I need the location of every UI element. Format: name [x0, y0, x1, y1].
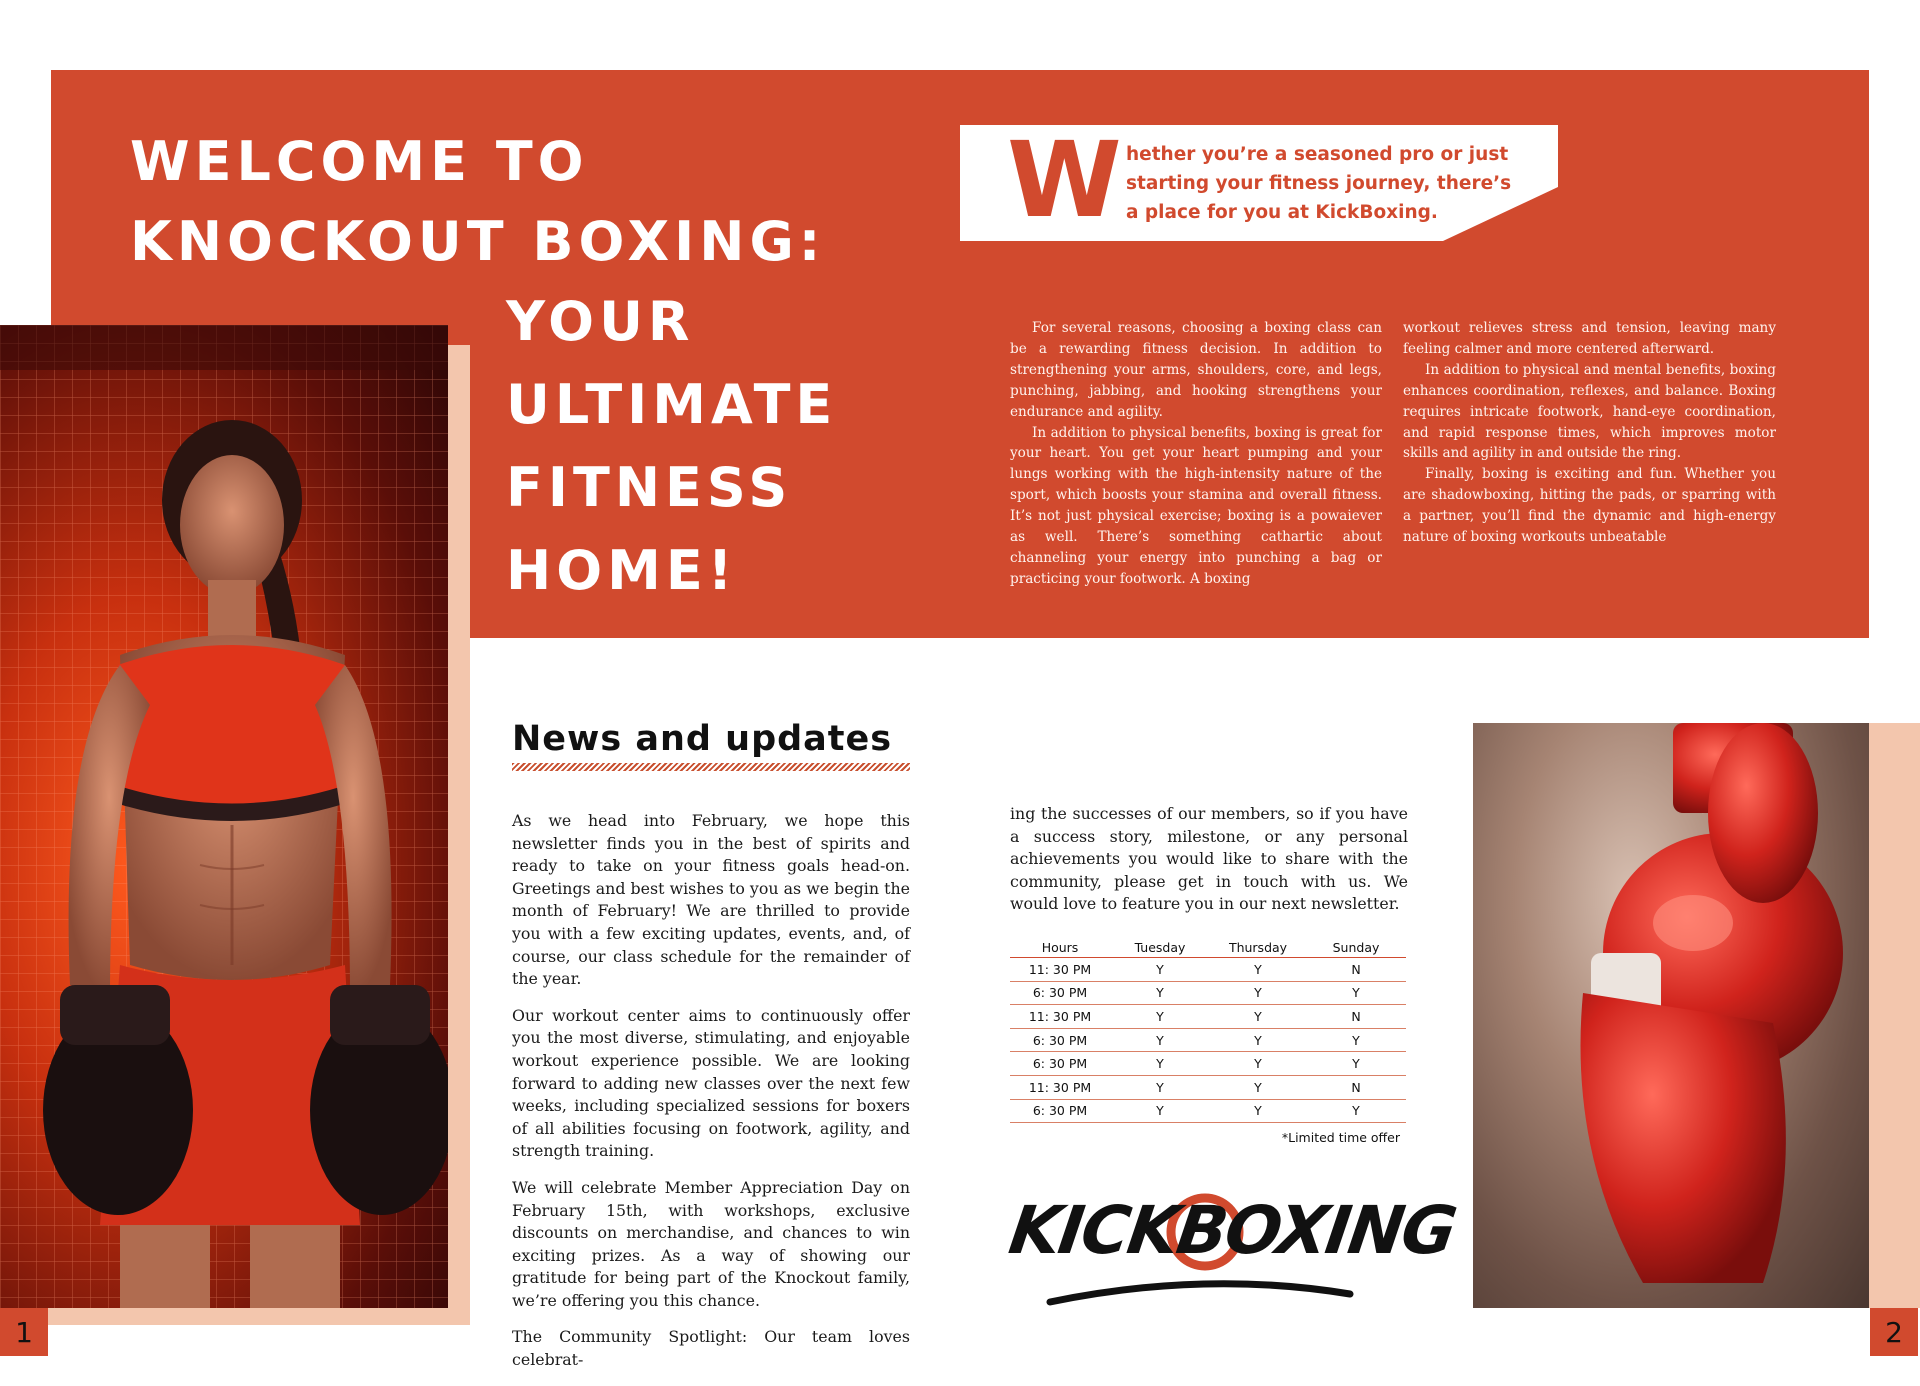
headline-line-3: YOUR — [506, 290, 695, 353]
pull-quote-text — [1126, 140, 1546, 227]
table-cell: Y — [1110, 1075, 1210, 1099]
pull-quote-line: a place for you at KickBoxing. — [1126, 202, 1438, 223]
intro-paragraph: In addition to physical benefits, boxing is great for your heart. You get your heart pumping and your lungs working with the high-intensity nature of the sport, which boosts your stamina and overall fitness. It’s not just physical exercise; boxing is a powaiever as well. There’s something cathartic about channeling your energy into punching a bag or practicing your footwork. A boxing — [1010, 424, 1382, 587]
table-row — [1010, 981, 1406, 1005]
table-cell: 11: 30 PM — [1010, 958, 1110, 982]
column-header-sunday: Sunday — [1306, 937, 1406, 958]
page-number-right: 2 — [1870, 1308, 1918, 1356]
table-cell: Y — [1210, 1052, 1306, 1076]
column-header-hours: Hours — [1010, 937, 1110, 958]
table-row — [1010, 1099, 1406, 1123]
table-cell: Y — [1210, 1075, 1306, 1099]
news-paragraph: We will celebrate Member Appreciation Day on February 15th, with workshops, exclusive discounts on merchandise, and chances to win exciting prizes. As a way of showing our gratitude for being part of the Knockout family, we’re offering you this chance. — [512, 1177, 910, 1310]
headline-line-1: WELCOME TO — [130, 130, 589, 193]
page-number-left: 1 — [0, 1308, 48, 1356]
news-column-2 — [1010, 803, 1408, 930]
news-title: News and updates — [512, 719, 893, 759]
table-row — [1010, 1028, 1406, 1052]
pull-quote-line: hether you’re a seasoned pro or just — [1126, 144, 1509, 165]
intro-column-2 — [1403, 318, 1776, 548]
table-cell: Y — [1110, 1005, 1210, 1029]
table-row — [1010, 1005, 1406, 1029]
table-cell: Y — [1110, 1099, 1210, 1123]
table-cell: Y — [1210, 1005, 1306, 1029]
right-photo-accent — [1868, 723, 1920, 1308]
headline-line-2: KNOCKOUT BOXING: — [130, 210, 826, 273]
table-row — [1010, 958, 1406, 982]
intro-paragraph: In addition to physical and mental benefits, boxing enhances coordination, reflexes, and balance. Boxing requires intricate footwork, hand-eye coordination, and rapid response times, which improves motor skills and agility in and outside the ring. — [1403, 361, 1776, 462]
news-paragraph: The Community Spotlight: Our team loves celebrat- — [512, 1327, 910, 1370]
table-row — [1010, 1075, 1406, 1099]
boxer-woman-photo — [0, 325, 448, 1308]
limited-offer-note: *Limited time offer — [1281, 1130, 1400, 1145]
headline-line-6: HOME! — [506, 539, 738, 602]
news-paragraph: Our workout center aims to continuously offer you the most diverse, stimulating, and enjoyable workout experience possible. We are looking forward to adding new classes over the next few weeks, including specialized sessions for boxers of all abilities focusing on footwork, agility, and strength training. — [512, 1005, 910, 1161]
intro-column-1 — [1010, 318, 1382, 590]
table-cell: Y — [1110, 1052, 1210, 1076]
table-cell: 6: 30 PM — [1010, 981, 1110, 1005]
table-cell: 6: 30 PM — [1010, 1099, 1110, 1123]
table-cell: N — [1306, 1075, 1406, 1099]
table-cell: 11: 30 PM — [1010, 1005, 1110, 1029]
table-header-row — [1010, 937, 1406, 958]
table-row — [1010, 1052, 1406, 1076]
table-cell: N — [1306, 1005, 1406, 1029]
table-cell: Y — [1110, 981, 1210, 1005]
table-cell: Y — [1210, 1028, 1306, 1052]
column-header-tuesday: Tuesday — [1110, 937, 1210, 958]
table-cell: 6: 30 PM — [1010, 1028, 1110, 1052]
boxing-gloves-photo — [1473, 723, 1869, 1308]
table-cell: 6: 30 PM — [1010, 1052, 1110, 1076]
table-cell: Y — [1306, 1052, 1406, 1076]
table-cell: Y — [1210, 958, 1306, 982]
table-cell: Y — [1306, 981, 1406, 1005]
headline-line-5: FITNESS — [506, 456, 793, 519]
headline-line-4: ULTIMATE — [506, 373, 838, 436]
table-cell: Y — [1306, 1028, 1406, 1052]
intro-paragraph: For several reasons, choosing a boxing class can be a rewarding fitness decision. In addition to strengthening your arms, shoulders, core, and legs, punching, jabbing, and hooking strengthens your endurance and agility. — [1010, 320, 1382, 420]
class-schedule-table — [1010, 937, 1406, 1123]
news-title-underline — [512, 763, 910, 771]
news-paragraph: As we head into February, we hope this newsletter finds you in the best of spirits and ready to take on your fitness goals head-on. Greetings and best wishes to you as we begin the month of February! We are thrilled to provide you with a few exciting updates, events, and, of course, our class schedule for the remainder of the year. — [512, 811, 910, 989]
pull-quote-drop-cap: W — [1007, 119, 1122, 241]
kickboxing-logo-text: KICKBOXING — [1004, 1192, 1460, 1269]
news-paragraph: ing the successes of our members, so if you have a success story, milestone, or any personal achievements you would like to share with the community, please get in touch with us. We would love to feature you in our next newsletter. — [1010, 804, 1408, 914]
table-cell: Y — [1306, 1099, 1406, 1123]
table-cell: Y — [1210, 981, 1306, 1005]
table-cell: 11: 30 PM — [1010, 1075, 1110, 1099]
intro-paragraph: Finally, boxing is exciting and fun. Whether you are shadowboxing, hitting the pads, or sparring with a partner, you’ll find the dynamic and high-energy nature of boxing workouts unbeatable — [1403, 466, 1776, 546]
intro-paragraph: workout relieves stress and tension, leaving many feeling calmer and more centered afterward. — [1403, 320, 1776, 357]
table-cell: Y — [1110, 1028, 1210, 1052]
column-header-thursday: Thursday — [1210, 937, 1306, 958]
table-cell: Y — [1210, 1099, 1306, 1123]
table-cell: N — [1306, 958, 1406, 982]
news-column-1 — [512, 810, 910, 1386]
table-cell: Y — [1110, 958, 1210, 982]
pull-quote-line: starting your fitness journey, there’s — [1126, 173, 1512, 194]
